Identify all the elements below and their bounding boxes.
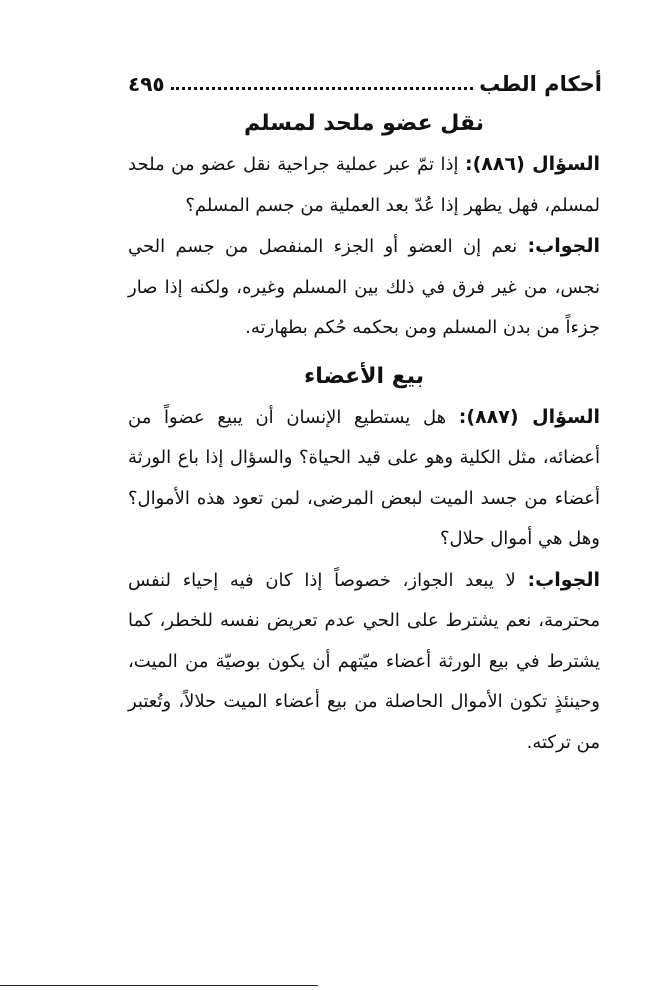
- footer-rule: [0, 985, 318, 986]
- question-887: [128, 397, 600, 560]
- question-886: [128, 144, 600, 226]
- section-title-organ-transplant: نقل عضو ملحد لمسلم: [243, 111, 484, 136]
- book-title: أحكام الطب: [479, 72, 602, 96]
- section-gap: [128, 349, 600, 357]
- running-header: [128, 62, 602, 96]
- answer-text: نعم إن العضو أو الجزء المنفصل من جسم الحي نجس، من غير فرق في ذلك بين المسلم وغيره، ولكنه إذا صار جزءاً من بدن المسلم ومن بحكمه حُكم بطهارته.: [128, 236, 600, 338]
- answer-887: [128, 560, 600, 764]
- page-content: [128, 104, 600, 763]
- question-label: السؤال (٨٨٦):: [464, 153, 600, 175]
- header-dot-leader: [171, 86, 473, 90]
- answer-label: الجواب:: [527, 235, 600, 257]
- question-text: هل يستطيع الإنسان أن يبيع عضواً من أعضائه، مثل الكلية وهو على قيد الحياة؟ والسؤال إذا باع الورثة أعضاء من جسد الميت لبعض المرضى، لمن تعود هذه الأموال؟ وهل هي أموال حلال؟: [128, 406, 600, 549]
- answer-label: الجواب:: [527, 568, 600, 591]
- section-title-organ-sale: بيع الأعضاء: [303, 363, 425, 389]
- page-number: ٤٩٥: [128, 72, 165, 96]
- question-text: إذا تمّ عبر عملية جراحية نقل عضو من ملحد لمسلم، فهل يطهر إذا عُدّ بعد العملية من جسم المسلم؟: [128, 154, 600, 216]
- question-label: السؤال (٨٨٧):: [458, 405, 600, 428]
- answer-886: [128, 226, 600, 349]
- answer-text: لا يبعد الجواز، خصوصاً إذا كان فيه إحياء لنفس محترمة، نعم يشترط على الحي عدم تعريض نفسه للخطر، كما يشترط في بيع الورثة أعضاء ميّتهم أن يكون بوصيّة من الميت، وحينئذٍ تكون الأموال الحاصلة من بيع أعضاء الميت حلالاً، وتُعتبر من تركته.: [128, 569, 600, 753]
